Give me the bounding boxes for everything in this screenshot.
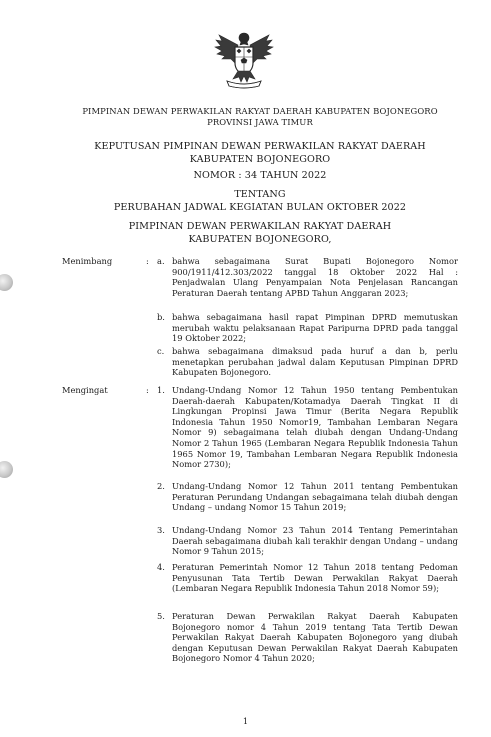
- header-line-2: PROVINSI JAWA TIMUR: [207, 116, 313, 127]
- issuer-line-1: PIMPINAN DEWAN PERWAKILAN RAKYAT DAERAH: [128, 221, 392, 232]
- item-number: b.: [157, 312, 165, 322]
- section-colon: :: [146, 385, 149, 395]
- item-text: Undang-Undang Nomor 23 Tahun 2014 Tentang Pemerintahan Daerah sebagaimana diubah kali terakhir dengan Undang – undang Nomor 9 Tahun 2015;: [172, 525, 458, 557]
- institution-header: [40, 106, 480, 128]
- item-text: Undang-Undang Nomor 12 Tahun 1950 tentang Pembentukan Daerah-daerah Kabupaten/Kotamadya Daerah Tingkat II di Lingkungan Propinsi Jawa Timur (Berita Negara Republik Indonesia Tahun 1950 Nomor19, Tambahan Lembaran Negara Nomor 9) sebagaimana telah diubah dengan Undang-Undang Nomor 2 Tahun 1965 (Lembaran Negara Republik Indonesia Tahun 1965 Nomor 19, Tambahan Lembaran Negara Republik Indonesia Nomor 2730);: [172, 385, 458, 470]
- item-number: 5.: [157, 611, 165, 621]
- item-number: 2.: [157, 481, 165, 491]
- decree-number: NOMOR : 34 TAHUN 2022: [193, 170, 327, 181]
- item-number: c.: [157, 346, 165, 356]
- subject-line-1: TENTANG: [234, 189, 286, 200]
- punch-hole: [0, 274, 13, 291]
- item-text: Undang-Undang Nomor 12 Tahun 2011 tentang Pembentukan Peraturan Perundang Undangan sebagaimana telah diubah dengan Undang – undang Nomor 15 Tahun 2019;: [172, 481, 458, 513]
- title-line-2: KABUPATEN BOJONEGORO: [189, 153, 331, 165]
- section-colon: :: [146, 256, 149, 266]
- item-text: bahwa sebagaimana dimaksud pada huruf a dan b, perlu menetapkan perubahan jadwal dalam Keputusan Pimpinan DPRD Kabupaten Bojonegoro.: [172, 346, 458, 378]
- item-number: a.: [157, 256, 165, 266]
- section-label: Mengingat: [62, 385, 108, 395]
- decree-title: [40, 141, 480, 166]
- item-text: bahwa sebagaimana Surat Bupati Bojonegoro Nomor 900/1911/412.303/2022 tanggal 18 Oktober 2022 Hal : Penjadwalan Ulang Penyampaian Nota Penjelasan Rancangan Peraturan Daerah tentang APBD Tahun Anggaran 2023;: [172, 256, 458, 298]
- item-text: Peraturan Pemerintah Nomor 12 Tahun 2018 tentang Pedoman Penyusunan Tata Tertib Dewan Perwakilan Rakyat Daerah (Lembaran Negara Republik Indonesia Tahun 2018 Nomor 59);: [172, 562, 458, 594]
- title-line-1: KEPUTUSAN PIMPINAN DEWAN PERWAKILAN RAKYAT DAERAH: [94, 141, 426, 152]
- garuda-emblem-icon: [213, 27, 275, 91]
- header-line-1: PIMPINAN DEWAN PERWAKILAN RAKYAT DAERAH KABUPATEN BOJONEGORO: [82, 106, 438, 116]
- item-number: 3.: [157, 525, 165, 535]
- item-number: 4.: [157, 562, 165, 572]
- item-number: 1.: [157, 385, 165, 395]
- item-text: Peraturan Dewan Perwakilan Rakyat Daerah Kabupaten Bojonegoro nomor 4 Tahun 2019 tentang Tata Tertib Dewan Perwakilan Rakyat Daerah Kabupaten Bojonegoro yang diubah dengan Keputusan Dewan Perwakilan Rakyat Daerah Kabupaten Bojonegoro Nomor 4 Tahun 2020;: [172, 611, 458, 664]
- item-text: bahwa sebagaimana hasil rapat Pimpinan DPRD memutuskan merubah waktu pelaksanaan Rapat Paripurna DPRD pada tanggal 19 Oktober 2022;: [172, 312, 458, 344]
- section-label: Menimbang: [62, 256, 113, 266]
- issuer-line-2: KABUPATEN BOJONEGORO,: [188, 233, 332, 245]
- subject-line-2: PERUBAHAN JADWAL KEGIATAN BULAN OKTOBER 2022: [113, 201, 407, 213]
- decree-subject: [40, 189, 480, 214]
- decree-issuer: [40, 221, 480, 246]
- page-number: 1: [242, 716, 249, 726]
- punch-hole: [0, 461, 13, 478]
